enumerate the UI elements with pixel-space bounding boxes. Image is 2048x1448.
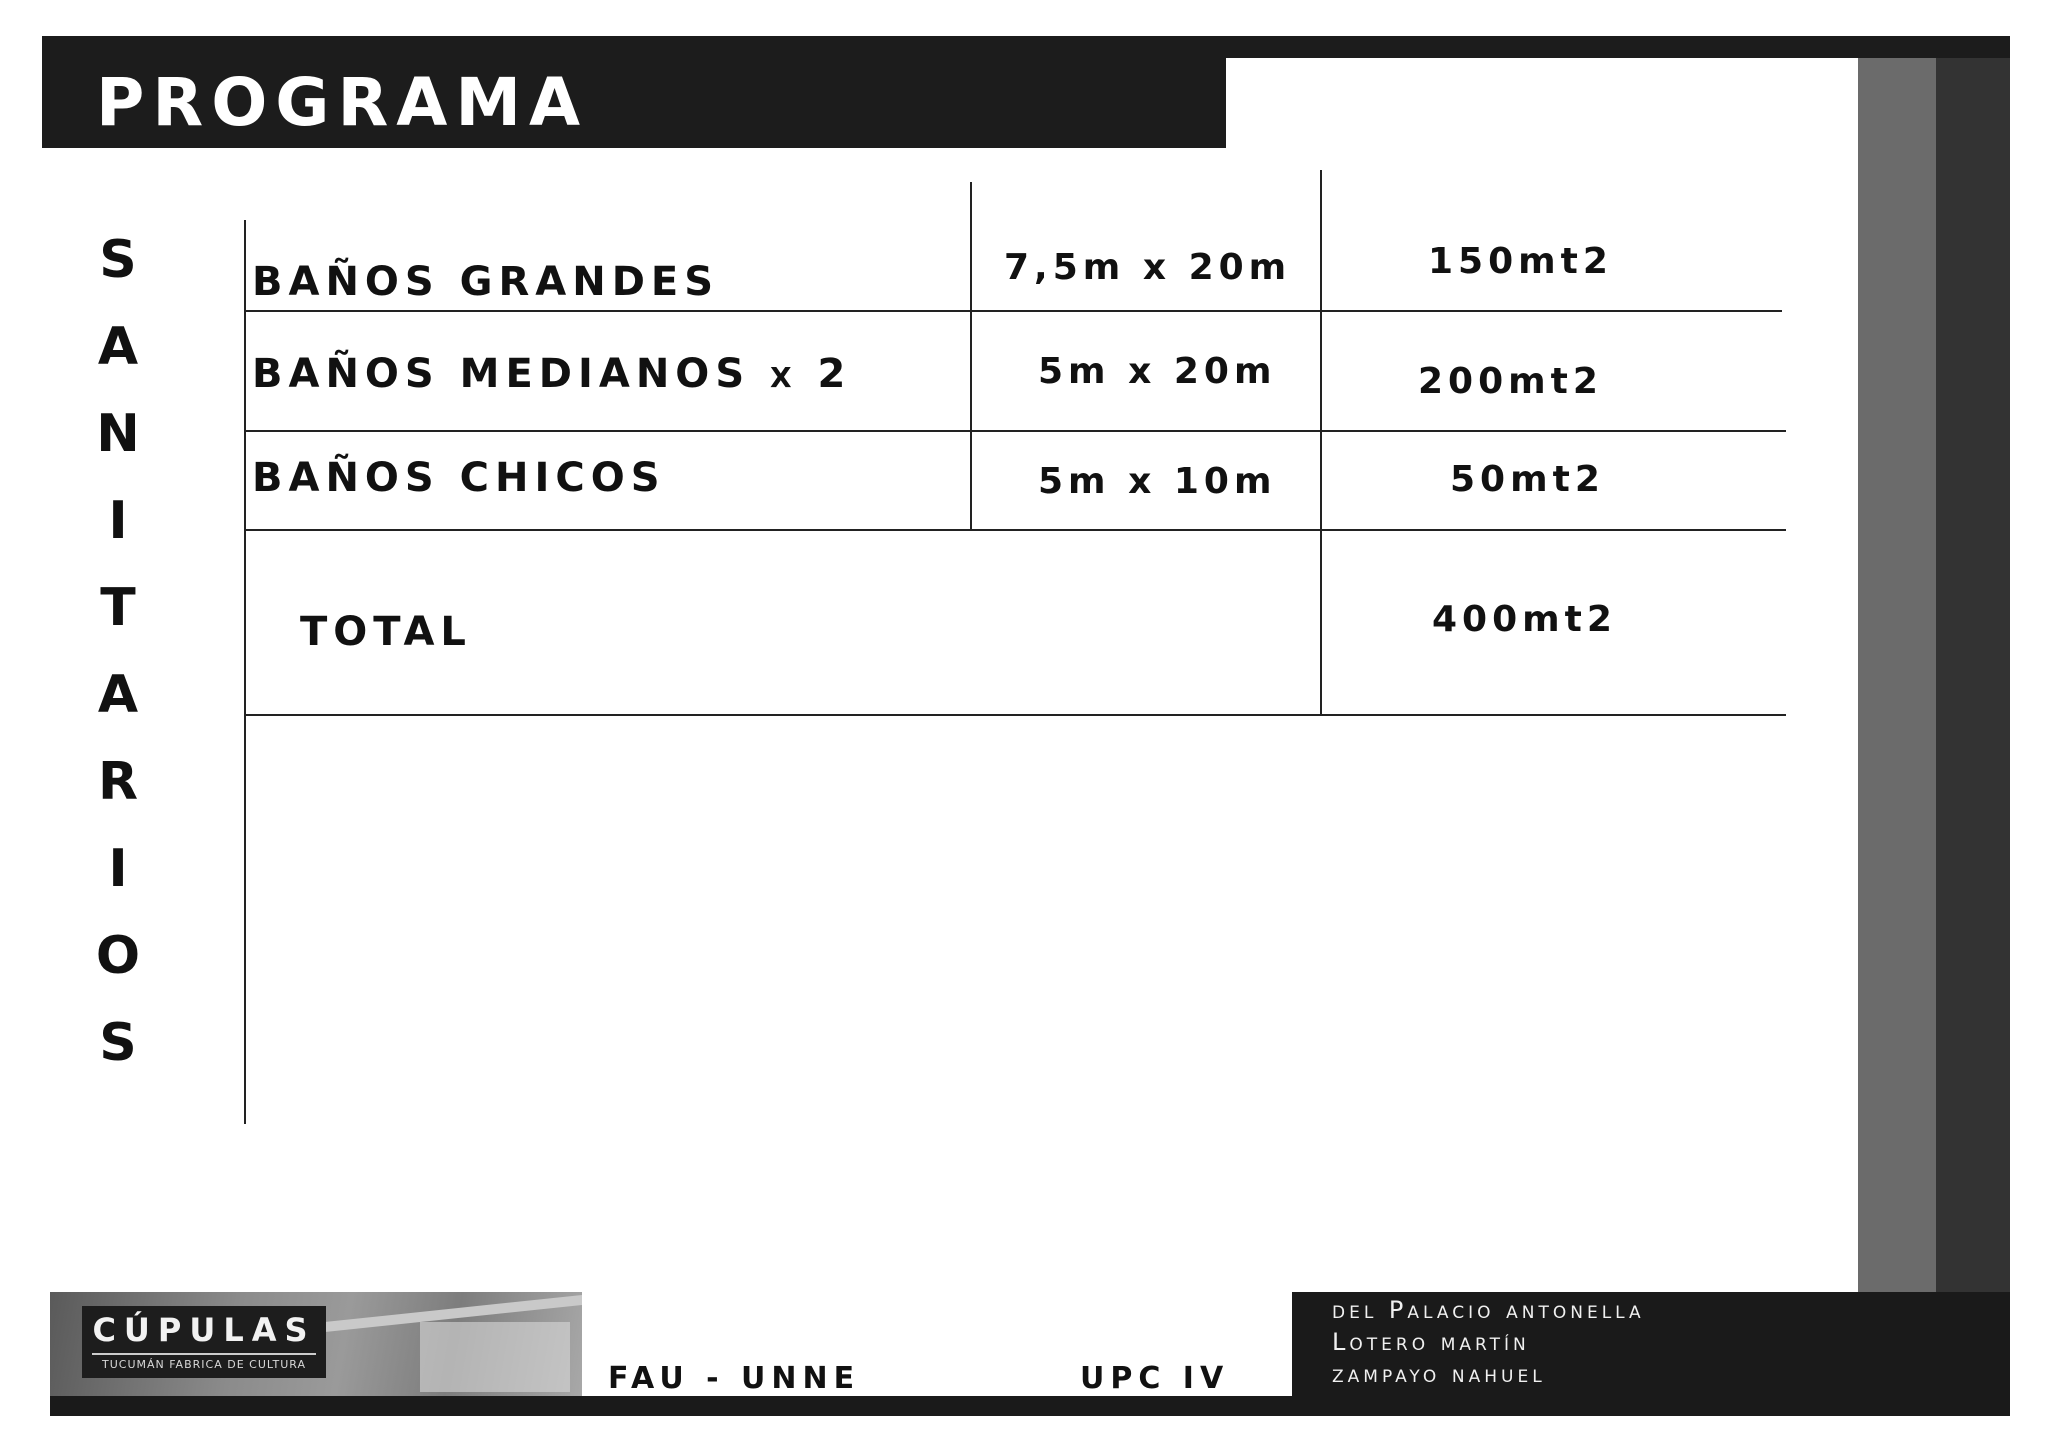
row-area: 200mt2: [1418, 361, 1603, 402]
author-name: del Palacio antonella: [1332, 1296, 1645, 1324]
row-label: BAÑOS GRANDES: [252, 259, 720, 305]
table-bottom-border: [244, 714, 1786, 716]
table-column-divider: [1320, 170, 1322, 716]
row-area: 50mt2: [1450, 459, 1605, 500]
logo-divider: [92, 1353, 316, 1355]
header-top-rule: [1226, 36, 2010, 58]
author-name: zampayo nahuel: [1332, 1360, 1546, 1388]
row-area: 150mt2: [1428, 241, 1613, 282]
side-stripe-light: [1858, 58, 1936, 1294]
footer-course: UPC IV: [1080, 1361, 1230, 1396]
total-value: 400mt2: [1432, 599, 1617, 640]
vertical-letter: R: [97, 752, 139, 812]
table-left-border: [244, 220, 246, 1124]
vertical-letter: A: [97, 317, 139, 377]
vertical-letter: N: [96, 404, 140, 464]
footer-bottom-rule: [50, 1396, 2010, 1416]
total-label: TOTAL: [300, 609, 472, 655]
table-row-divider: [244, 430, 1786, 432]
vertical-letter: A: [97, 665, 139, 725]
row-dimensions: 7,5m x 20m: [1004, 247, 1292, 288]
page-title: PROGRAMA: [96, 64, 589, 141]
footer-institution: FAU - UNNE: [608, 1361, 861, 1396]
row-label: BAÑOS CHICOS: [252, 455, 666, 501]
logo-title: CÚPULAS: [92, 1311, 316, 1349]
row-dimensions: 5m x 20m: [1038, 351, 1277, 392]
row-dimensions: 5m x 10m: [1038, 461, 1277, 502]
side-stripe-dark: [1936, 58, 2010, 1294]
row-label: BAÑOS MEDIANOS x 2: [252, 351, 852, 397]
table-row-divider: [244, 529, 1786, 531]
vertical-letter: S: [99, 1013, 137, 1073]
table-row-divider: [244, 310, 1782, 312]
vertical-letter: O: [95, 926, 141, 986]
author-name: Lotero martín: [1332, 1328, 1530, 1356]
vertical-letter: I: [108, 839, 128, 899]
logo-subtitle: TUCUMÁN FABRICA DE CULTURA: [102, 1358, 306, 1371]
vertical-letter: I: [108, 491, 128, 551]
vertical-letter: S: [99, 230, 137, 290]
vertical-letter: T: [100, 578, 136, 638]
table-column-divider: [970, 182, 972, 530]
